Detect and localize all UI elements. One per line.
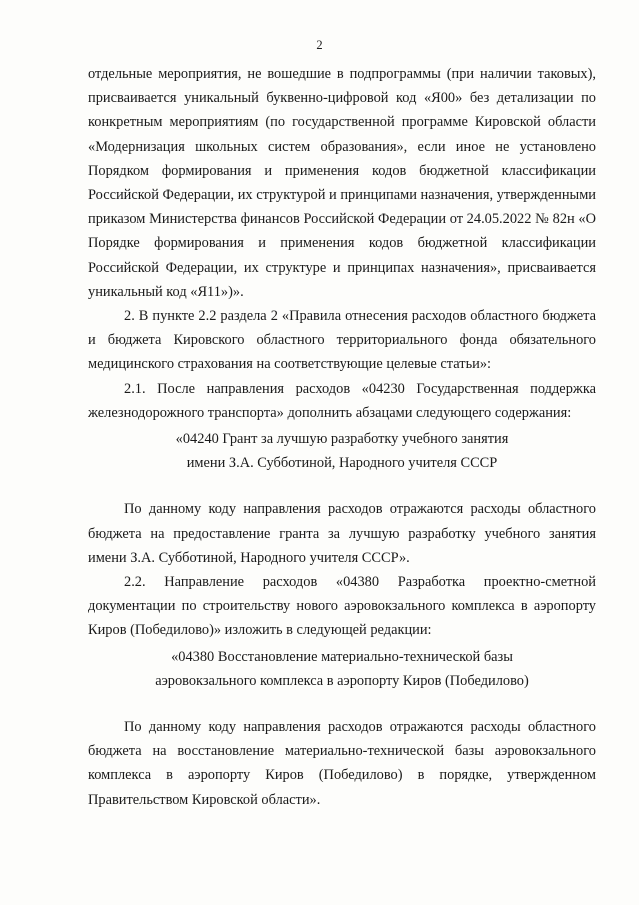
page-number: 2	[316, 38, 323, 52]
paragraph-item-2: 2. В пункте 2.2 раздела 2 «Правила отнесения расходов областного бюджета и бюджета Кировского областного территориального фонда обязательного медицинского страхования на соответствующие целевые статьи»:	[88, 308, 596, 373]
code-title-04240-line2: имени З.А. Субботиной, Народного учителя СССР	[186, 455, 498, 472]
paragraph-item-2-2: 2.2. Направление расходов «04380 Разработка проектно-сметной документации по строительству нового аэровокзального комплекса в аэропорту Киров (Победилово)» изложить в следующей редакции:	[88, 574, 596, 639]
code-title-04240-line1: «04240 Грант за лучшую разработку учебного занятия	[175, 431, 509, 448]
paragraph-code-04240-description: По данному коду направления расходов отражаются расходы областного бюджета на предоставление гранта за лучшую разработку учебного занятия имени З.А. Субботиной, Народного учителя СССР».	[88, 501, 596, 566]
code-title-04380-line2: аэровокзального комплекса в аэропорту Киров (Победилово)	[155, 672, 529, 689]
paragraph-code-04380-description: По данному коду направления расходов отражаются расходы областного бюджета на восстановление материально-технической базы аэровокзального комплекса в аэропорту Киров (Победилово) в порядке, утвержденном Правительством Кировской области».	[88, 719, 596, 808]
code-title-04380-line1: «04380 Восстановление материально-технической базы	[171, 648, 513, 665]
paragraph-continuation: отдельные мероприятия, не вошедшие в подпрограммы (при наличии таковых), присваивается уникальный буквенно-цифровой код «Я00» без детализации по конкретным мероприятиям (по государственной программе Кировской области «Модернизация школьных систем образования», если иное не установлено Порядком формирования и применения кодов бюджетной классификации Российской Федерации, их структурой и принципами назначения, утвержденными приказом Министерства финансов Российской Федерации от 24.05.2022 № 82н «О Порядке формирования и применения кодов бюджетной классификации Российской Федерации, их структуре и принципах назначения», присваивается уникальный код «Я11»)».	[88, 66, 596, 300]
document-body	[88, 62, 596, 812]
paragraph-item-2-1: 2.1. После направления расходов «04230 Государственная поддержка железнодорожного транспорта» дополнить абзацами следующего содержания:	[88, 380, 596, 421]
